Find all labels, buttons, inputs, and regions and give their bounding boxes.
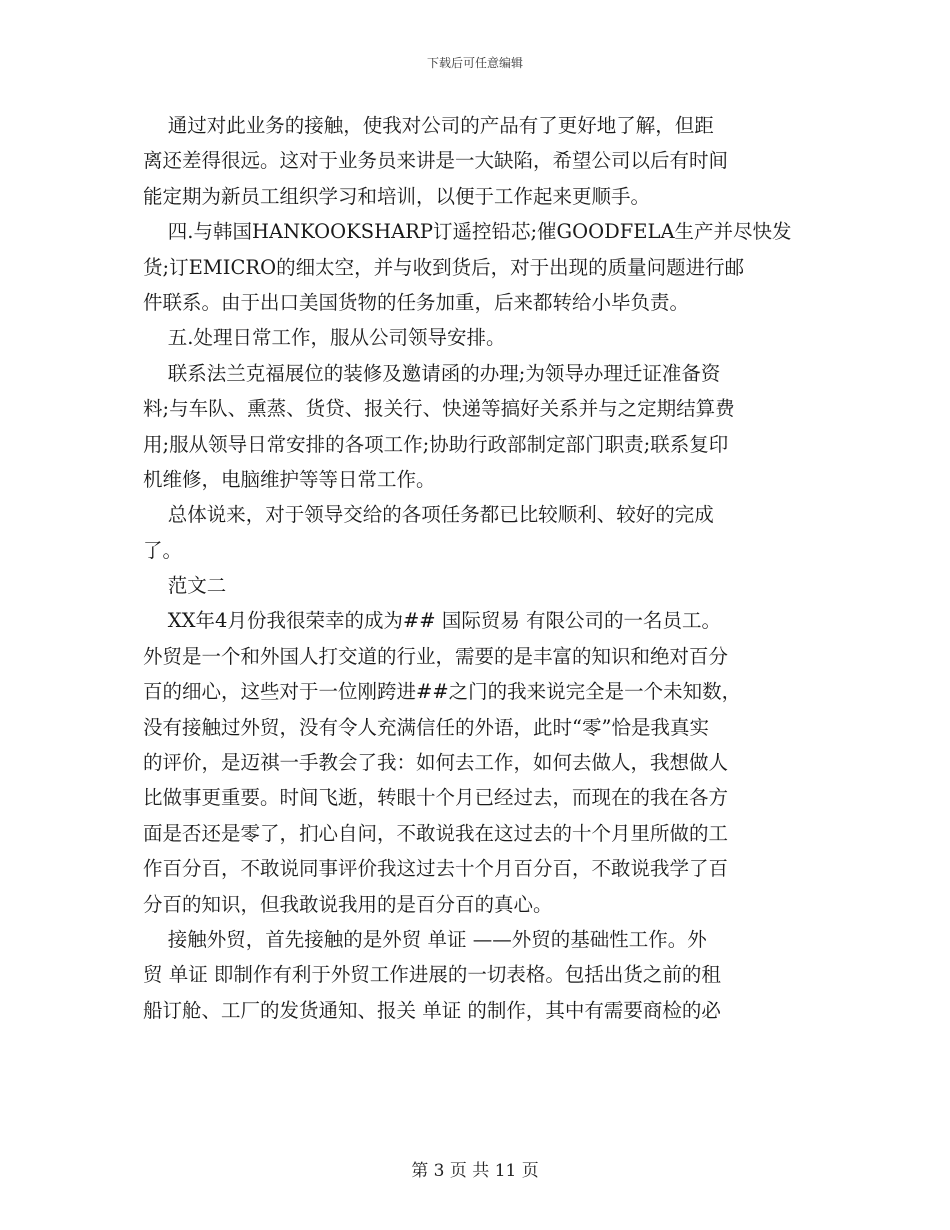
- text-line: 贸 单证 即制作有利于外贸工作进展的一切表格。包括出货之前的租: [143, 963, 721, 987]
- text-line: 四.与韩国HANKOOKSHARP订遥控铅芯;催GOODFELA生产并尽快发: [143, 220, 792, 244]
- text-line: 比做事更重要。时间飞逝，转眼十个月已经过去，而现在的我在各方: [143, 786, 729, 810]
- section-heading: 范文二: [143, 574, 227, 598]
- text-line: 面是否还是零了，扪心自问，不敢说我在这过去的十个月里所做的工: [143, 821, 729, 845]
- page-number: 第 3 页 共 11 页: [411, 1161, 539, 1181]
- text-line: 船订舱、工厂的发货通知、报关 单证 的制作，其中有需要商检的必: [143, 998, 721, 1022]
- section-heading: 五.处理日常工作，服从公司领导安排。: [143, 326, 506, 350]
- text-line: 联系法兰克福展位的装修及邀请函的办理;为领导办理迁证准备资: [143, 361, 721, 385]
- text-line: 作百分百，不敢说同事评价我这过去十个月百分百，不敢说我学了百: [143, 857, 729, 881]
- text-line: 件联系。由于出口美国货物的任务加重，后来都转给小毕负责。: [143, 290, 690, 314]
- text-line: 分百的知识，但我敢说我用的是百分百的真心。: [143, 892, 553, 916]
- text-line: 了。: [143, 538, 183, 562]
- text-line: 能定期为新员工组织学习和培训，以便于工作起来更顺手。: [143, 184, 651, 208]
- text-line: 接触外贸，首先接触的是外贸 单证 ——外贸的基础性工作。外: [143, 927, 707, 951]
- text-line: 用;服从领导日常安排的各项工作;协助行政部制定部门职责;联系复印: [143, 432, 729, 456]
- text-line: 料;与车队、熏蒸、货贷、报关行、快递等搞好关系并与之定期结算费: [143, 397, 735, 421]
- text-line: 货;订EMICRO的细太空，并与收到货后，对于出现的质量问题进行邮: [143, 255, 745, 279]
- text-line: 外贸是一个和外国人打交道的行业，需要的是丰富的知识和绝对百分: [143, 644, 729, 668]
- page-header: 下载后可任意编辑: [426, 56, 523, 70]
- text-line: 通过对此业务的接触，使我对公司的产品有了更好地了解，但距: [143, 114, 714, 137]
- text-line: 离还差得很远。这对于业务员来讲是一大缺陷，希望公司以后有时间: [143, 149, 729, 173]
- text-line: 总体说来，对于领导交给的各项任务都已比较顺利、较好的完成: [143, 503, 714, 527]
- text-line: 百的细心，这些对于一位刚跨进##之门的我来说完全是一个未知数，: [143, 680, 742, 704]
- text-line: 没有接触过外贸，没有令人充满信任的外语，此时“零”恰是我真实: [143, 715, 709, 739]
- document-body: [143, 108, 803, 1028]
- text-line: 的评价，是迈祺一手教会了我：如何去工作，如何去做人，我想做人: [143, 751, 729, 775]
- text-line: XX年4月份我很荣幸的成为## 国际贸易 有限公司的一名员工。: [143, 609, 722, 633]
- text-line: 机维修，电脑维护等等日常工作。: [143, 467, 436, 491]
